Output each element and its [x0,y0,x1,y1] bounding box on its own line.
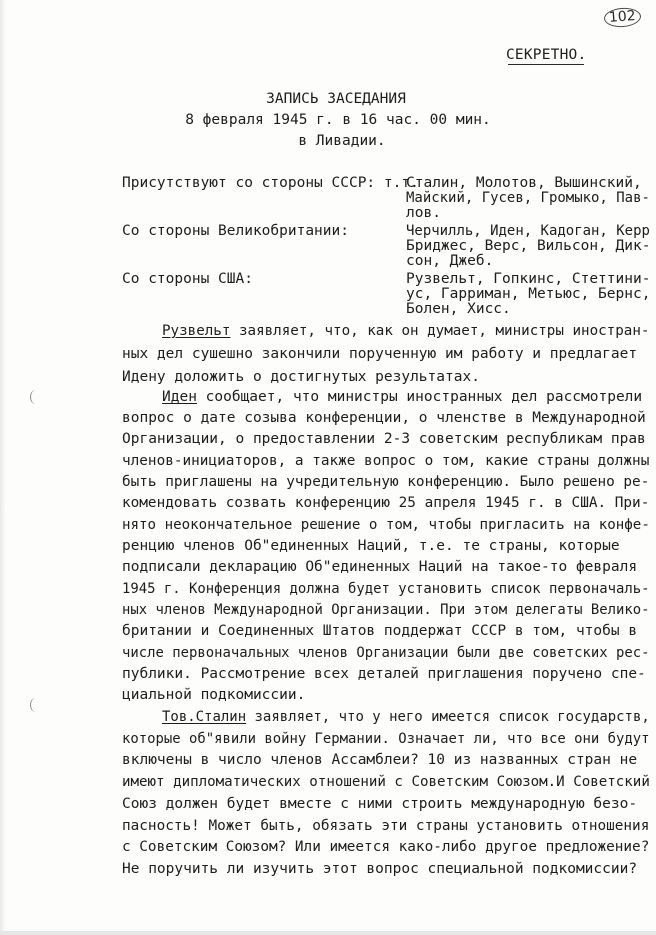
paragraph-line: публики. Рассмотрение всех деталей приглашения поручено спе- [122,666,646,682]
paragraph-line: ных дел сушешно закончили порученную им работу и предлагает [122,346,638,362]
paragraph-line: Союз должен будет вместе с ними строить международную безо- [122,796,638,812]
usa-names-line: ус, Гарриман, Метьюс, Бернс, [406,286,651,302]
paragraph-line: Идену доложить о достигнутых результатах. [122,369,480,385]
uk-names-line: Бриджес, Верс, Вильсон, Дик- [406,238,651,254]
scan-edge-bottom [0,931,656,935]
paragraph-line: Не поручить ли изучить этот вопрос специальной подкомиссии? [122,861,638,877]
paragraph-line: числе первоначальных членов Организации были две советских рес- [122,645,650,661]
ussr-names-line: Сталин, Молотов, Вышинский, [406,175,642,191]
ussr-label: Присутствуют со стороны СССР: т.т. [122,175,419,191]
paragraph-line: нято неокончательное решение о том, чтобы пригласить на конфе- [122,517,650,533]
paragraph-line: членов-инициаторов, а также вопрос о том, какие страны должны [122,453,650,469]
paragraph-line: быть приглашены на учредительную конференцию. Было решено ре- [122,474,650,490]
paragraph-line: Рузвельт заявляет, что, как он думает, министры иностран- [162,323,650,339]
paragraph-line: которые об"явили войну Германии. Означает ли, что все они будут [122,731,650,747]
usa-names-line: Болен, Хисс. [406,301,511,317]
punch-hole-mark [30,390,41,404]
paragraph-line: Организации, о предоставлении 2-3 советским республикам прав [122,431,646,447]
punch-hole-mark [30,698,41,712]
uk-names-line: Черчилль, Иден, Кадоган, Керр [406,223,650,239]
page-number: 102 [603,7,641,29]
paragraph-line: циальной подкомиссии. [122,687,306,703]
document-date: 8 февраля 1945 г. в 16 час. 00 мин. [185,112,491,128]
paragraph-line: включены в число членов Ассамблеи? 10 из названных стран не [122,752,638,768]
uk-names-line: сон, Джеб. [406,253,494,269]
secret-label: СЕКРЕТНО. [506,47,587,63]
paragraph-line: с Советским Союзом? Или имеется како-либо другое предложение? [122,839,650,855]
paragraph-line: пасность! Может быть, обязать эти страны установить отношения [122,818,650,834]
secret-underline [508,64,584,65]
document-title: ЗАПИСЬ ЗАСЕДАНИЯ [266,91,406,107]
paragraph-line: Иден сообщает, что министры иностранных дел рассмотрели [162,389,643,405]
usa-label: Со стороны США: [122,271,253,287]
paragraph-line: подписали декларацию Об"единенных Наций на такое-то февраля [122,559,638,575]
paragraph-line: комендовать созвать конференцию 25 апреля 1945 г. в США. При- [122,495,650,511]
paragraph-line: британии и Соединенных Штатов поддержат СССР в том, чтобы в [122,623,638,639]
paragraph-line: имеют дипломатических отношений с Советским Союзом.И Советский [122,774,650,790]
paragraph-line: вопрос о дате созыва конференции, о членстве в Международной [122,410,646,426]
paragraph-line: 1945 г. Конференция должна будет установить список первоначаль- [122,581,650,597]
speaker-name: Тов.Сталин [162,709,247,725]
paragraph-line: ренцию членов Об"единенных Наций, т.е. те страны, которые [122,538,620,554]
speaker-name: Иден [162,389,197,405]
usa-names-line: Рузвельт, Гопкинс, Стеттини- [406,271,651,287]
uk-label: Со стороны Великобритании: [122,223,349,239]
ussr-names-line: лов. [406,205,441,221]
speaker-name: Рузвельт [162,323,231,339]
paragraph-line: Тов.Сталин заявляет, что у него имеется список государств, [162,709,650,725]
paragraph-line: ных членов Международной Организации. При этом делегаты Велико- [122,602,650,618]
document-location: в Ливадии. [298,133,386,149]
ussr-names-line: Майский, Гусев, Громыко, Пав- [406,190,650,206]
